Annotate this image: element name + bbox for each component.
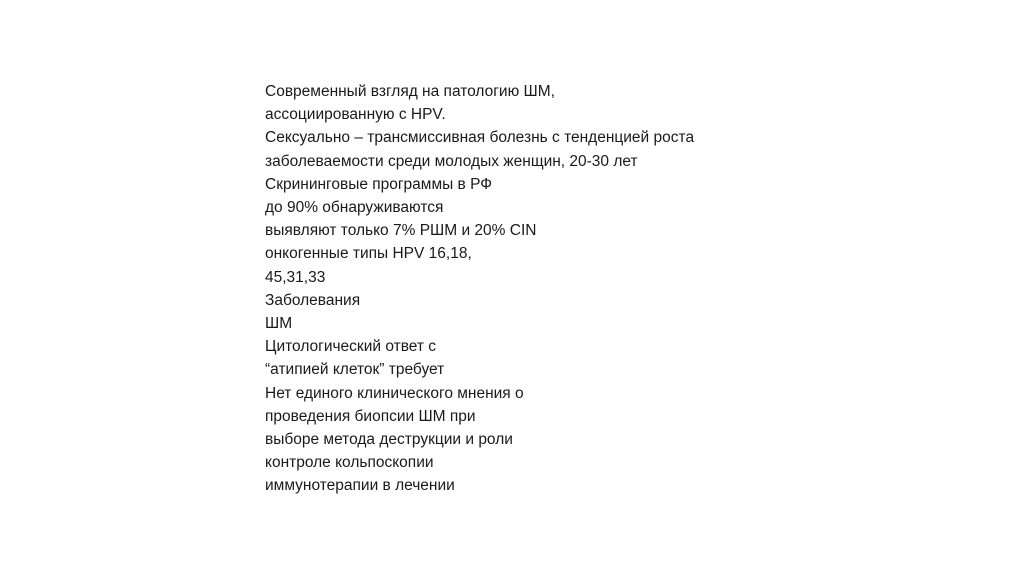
text-line: Заболевания	[265, 291, 361, 309]
text-line: заболеваемости среди молодых женщин, 20-30 лет	[265, 152, 638, 170]
text-line: Нет единого клинического мнения о	[265, 384, 524, 402]
text-line: Скрининговые программы в РФ	[265, 175, 493, 193]
text-line: онкогенные типы HPV 16,18,	[265, 245, 472, 263]
text-line: выявляют только 7% РШМ и 20% CIN	[265, 222, 537, 240]
text-line: иммунотерапии в лечении	[265, 477, 455, 495]
text-line: до 90% обнаруживаются	[265, 199, 444, 217]
text-line: 45,31,33	[265, 268, 326, 286]
slide-text-block	[265, 80, 694, 498]
text-line: ассоциированную с HPV.	[265, 106, 446, 124]
text-line: ШМ	[265, 315, 293, 333]
text-line: выборе метода деструкции и роли	[265, 431, 513, 449]
text-line: Современный взгляд на патологию ШМ,	[265, 83, 555, 100]
text-line: “атипией клеток” требует	[265, 361, 445, 379]
text-line: Цитологический ответ с	[265, 338, 437, 356]
text-line: Сексуально – трансмиссивная болезнь с тенденцией роста	[265, 129, 695, 147]
text-line: контроле кольпоскопии	[265, 454, 434, 472]
text-line: проведения биопсии ШМ при	[265, 407, 476, 425]
